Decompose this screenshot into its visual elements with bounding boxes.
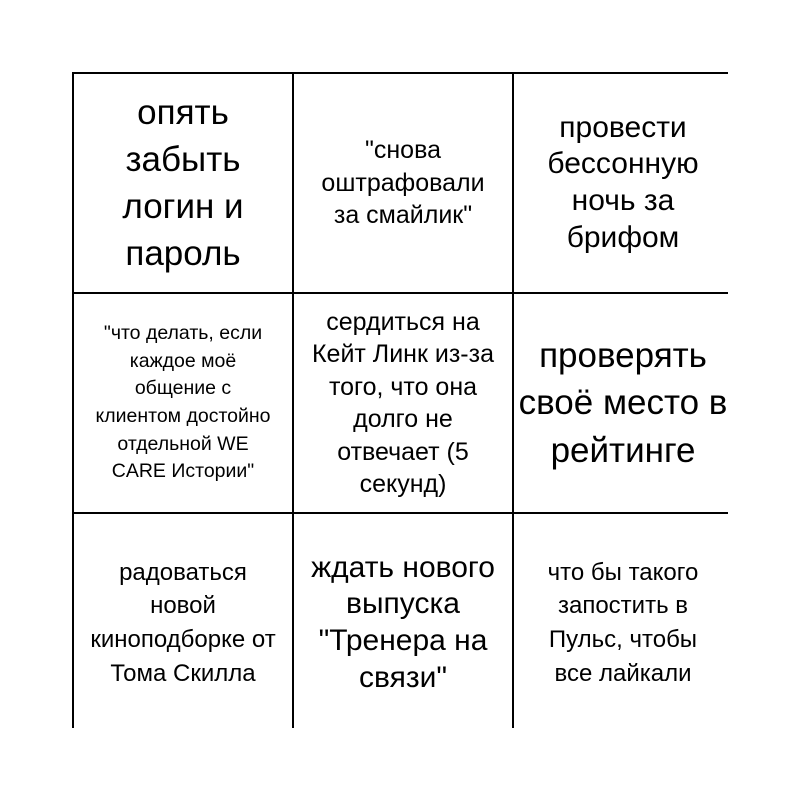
bingo-cell-text: "что делать, если каждое моё общение с клиентом достойно отдельной WE CARE Истории" — [95, 321, 271, 483]
bingo-cell-text: проверять своё место в рейтинге — [518, 336, 728, 470]
bingo-cell[interactable] — [74, 514, 292, 732]
bingo-cell-text: провести бессонную ночь за брифом — [547, 110, 699, 254]
bingo-cell[interactable] — [514, 514, 732, 732]
bingo-cell-text: "снова оштрафовали за смайлик" — [321, 136, 485, 230]
bingo-cell[interactable] — [74, 74, 292, 292]
bingo-cell-text: сердиться на Кейт Линк из-за того, что она долго не отвечает (5 секунд) — [311, 307, 494, 498]
bingo-cell[interactable] — [514, 74, 732, 292]
bingo-cell-text: радоваться новой киноподборке от Тома Скилла — [90, 558, 276, 687]
bingo-cell-text: опять забыть логин и пароль — [122, 92, 244, 274]
bingo-cell[interactable] — [294, 74, 512, 292]
bingo-cell-text: что бы такого запостить в Пульс, чтобы все лайкали — [547, 558, 699, 687]
bingo-board — [72, 72, 728, 728]
bingo-cell[interactable] — [294, 514, 512, 732]
bingo-cell[interactable] — [74, 294, 292, 512]
bingo-cell[interactable] — [514, 294, 732, 512]
bingo-cell[interactable] — [294, 294, 512, 512]
bingo-cell-text: ждать нового выпуска "Тренера на связи" — [311, 550, 495, 694]
